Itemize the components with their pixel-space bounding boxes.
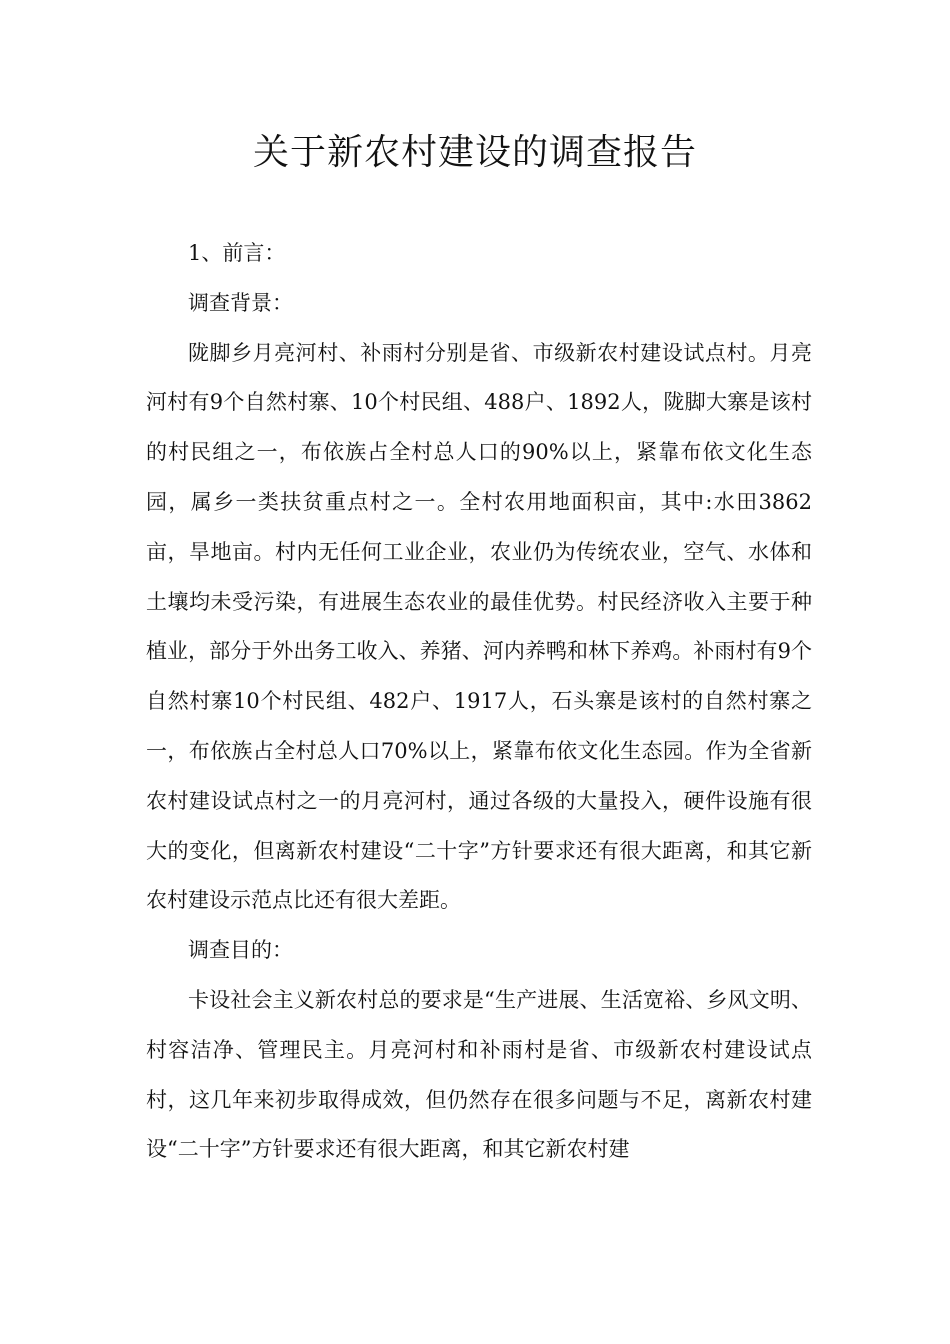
purpose-heading: 调查目的：	[188, 938, 293, 963]
section-heading-preface: 1、前言：	[188, 241, 286, 265]
document-title: 关于新农村建设的调查报告	[252, 132, 697, 173]
background-heading: 调查背景：	[188, 290, 293, 315]
document-body	[146, 229, 812, 1175]
purpose-paragraph: 卡设社会主义新农村总的要求是“生产进展、生活宽裕、乡风文明、村容洁净、管理民主。月亮河村和补雨村是省、市级新农村建设试点村，这几年来初步取得成效，但仍然存在很多问题与不足，离新农村建设“二十字”方针要求还有很大距离，和其它新农村建	[146, 987, 812, 1162]
background-paragraph: 陇脚乡月亮河村、补雨村分别是省、市级新农村建设试点村。月亮河村有9个自然村寨、10个村民组、488户、1892人，陇脚大寨是该村的村民组之一，布依族占全村总人口的90%以上，紧靠布依文化生态园，属乡一类扶贫重点村之一。全村农用地面积亩，其中:水田3862亩，旱地亩。村内无任何工业企业，农业仍为传统农业，空气、水体和土壤均未受污染，有进展生态农业的最佳优势。村民经济收入主要于种植业，部分于外出务工收入、养猪、河内养鸭和林下养鸡。补雨村有9个自然村寨10个村民组、482户、1917人，石头寨是该村的自然村寨之一，布依族占全村总人口70%以上，紧靠布依文化生态园。作为全省新农村建设试点村之一的月亮河村，通过各级的大量投入，硬件设施有很大的变化，但离新农村建设“二十字”方针要求还有很大距离，和其它新农村建设示范点比还有很大差距。	[146, 340, 812, 913]
